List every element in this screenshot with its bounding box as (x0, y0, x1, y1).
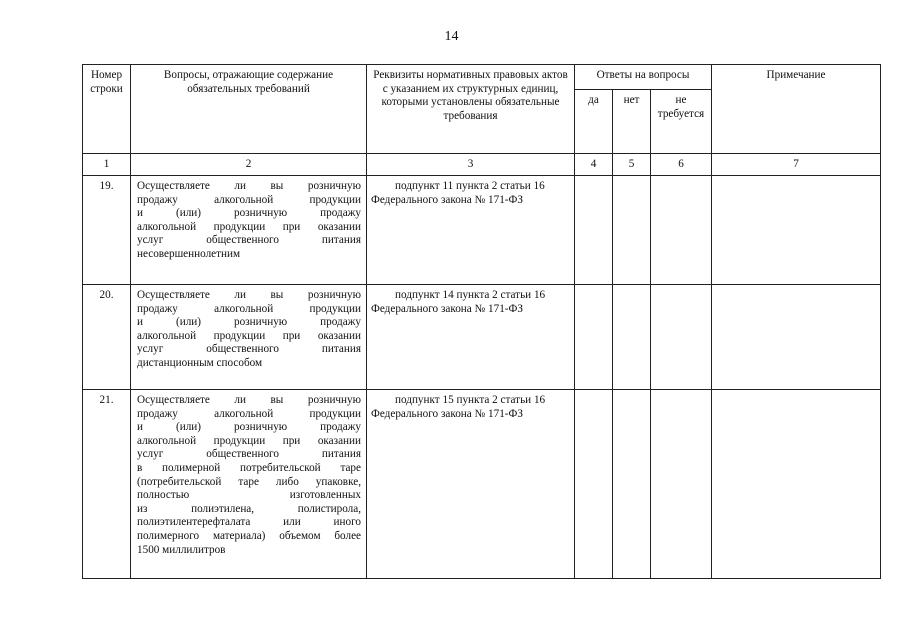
question-line: Осуществляете ли вы розничную (137, 394, 361, 406)
row-number: 19. (83, 176, 131, 285)
answer-no-cell (613, 390, 651, 579)
row-number: 21. (83, 390, 131, 579)
requisite-line: подпункт 11 пункта 2 статьи 16 (395, 180, 545, 192)
question-line: полностью изготовленных (137, 489, 361, 502)
row-number: 20. (83, 285, 131, 390)
answer-not-required-cell (651, 285, 712, 390)
header-requisites: Реквизиты нормативных правовых актов с указанием их структурных единиц, которыми установлены обязательные требования (367, 65, 575, 154)
question-line: алкогольной продукции при оказании (137, 220, 361, 233)
question-line: и (или) розничную продажу (137, 421, 361, 434)
header-row-top (83, 65, 881, 90)
column-number: 1 (83, 154, 131, 176)
question-line: и (или) розничную продажу (137, 207, 361, 220)
question-line: (потребительской таре либо упаковке, (137, 475, 361, 488)
answer-not-required-cell (651, 176, 712, 285)
header-note: Примечание (712, 65, 881, 154)
question-line: полиэтилентерефталата или иного (137, 516, 361, 529)
question-cell (131, 285, 367, 390)
question-line: полимерного материала) объемом более (137, 529, 361, 542)
answer-not-required-cell (651, 390, 712, 579)
table-row (83, 285, 881, 390)
question-line: дистанционным способом (137, 356, 263, 369)
question-line: несовершеннолетним (137, 247, 241, 260)
column-number: 2 (131, 154, 367, 176)
requisite-cell (367, 390, 575, 579)
column-number: 7 (712, 154, 881, 176)
question-line: продажу алкогольной продукции (137, 302, 361, 315)
table-row (83, 176, 881, 285)
question-line: 1500 миллилитров (137, 543, 226, 556)
header-answer-no: нет (613, 90, 651, 154)
requisite-line: подпункт 14 пункта 2 статьи 16 (395, 289, 546, 301)
question-line: алкогольной продукции при оказании (137, 434, 361, 447)
page-number: 14 (444, 29, 459, 44)
requisite-cell (367, 176, 575, 285)
note-cell (712, 285, 881, 390)
requirements-table (82, 64, 881, 579)
table-row (83, 390, 881, 579)
requisite-line: Федерального закона № 171-ФЗ (371, 407, 523, 420)
question-line: Осуществляете ли вы розничную (137, 289, 361, 301)
header-questions: Вопросы, отражающие содержание обязательных требований (131, 65, 367, 154)
header-answer-not-required: не требуется (651, 90, 712, 154)
requisite-line: Федерального закона № 171-ФЗ (371, 302, 523, 315)
question-line: алкогольной продукции при оказании (137, 329, 361, 342)
header-answer-yes: да (575, 90, 613, 154)
question-line: услуг общественного питания (137, 234, 361, 247)
question-line: услуг общественного питания (137, 343, 361, 356)
question-line: продажу алкогольной продукции (137, 407, 361, 420)
question-cell (131, 176, 367, 285)
note-cell (712, 176, 881, 285)
question-line: из полиэтилена, полистирола, (137, 502, 361, 515)
column-number: 4 (575, 154, 613, 176)
column-numbers-row (83, 154, 881, 176)
question-line: услуг общественного питания (137, 448, 361, 461)
answer-no-cell (613, 176, 651, 285)
header-row-number: Номер строки (83, 65, 131, 154)
question-line: Осуществляете ли вы розничную (137, 180, 361, 192)
column-number: 6 (651, 154, 712, 176)
question-line: и (или) розничную продажу (137, 316, 361, 329)
answer-no-cell (613, 285, 651, 390)
column-number: 3 (367, 154, 575, 176)
requisite-line: Федерального закона № 171-ФЗ (371, 193, 523, 206)
question-line: продажу алкогольной продукции (137, 193, 361, 206)
answer-yes-cell (575, 390, 613, 579)
question-line: в полимерной потребительской таре (137, 461, 361, 474)
column-number: 5 (613, 154, 651, 176)
requisite-cell (367, 285, 575, 390)
answer-yes-cell (575, 285, 613, 390)
question-cell (131, 390, 367, 579)
answer-yes-cell (575, 176, 613, 285)
header-answers: Ответы на вопросы (575, 65, 712, 90)
note-cell (712, 390, 881, 579)
requisite-line: подпункт 15 пункта 2 статьи 16 (395, 394, 546, 406)
